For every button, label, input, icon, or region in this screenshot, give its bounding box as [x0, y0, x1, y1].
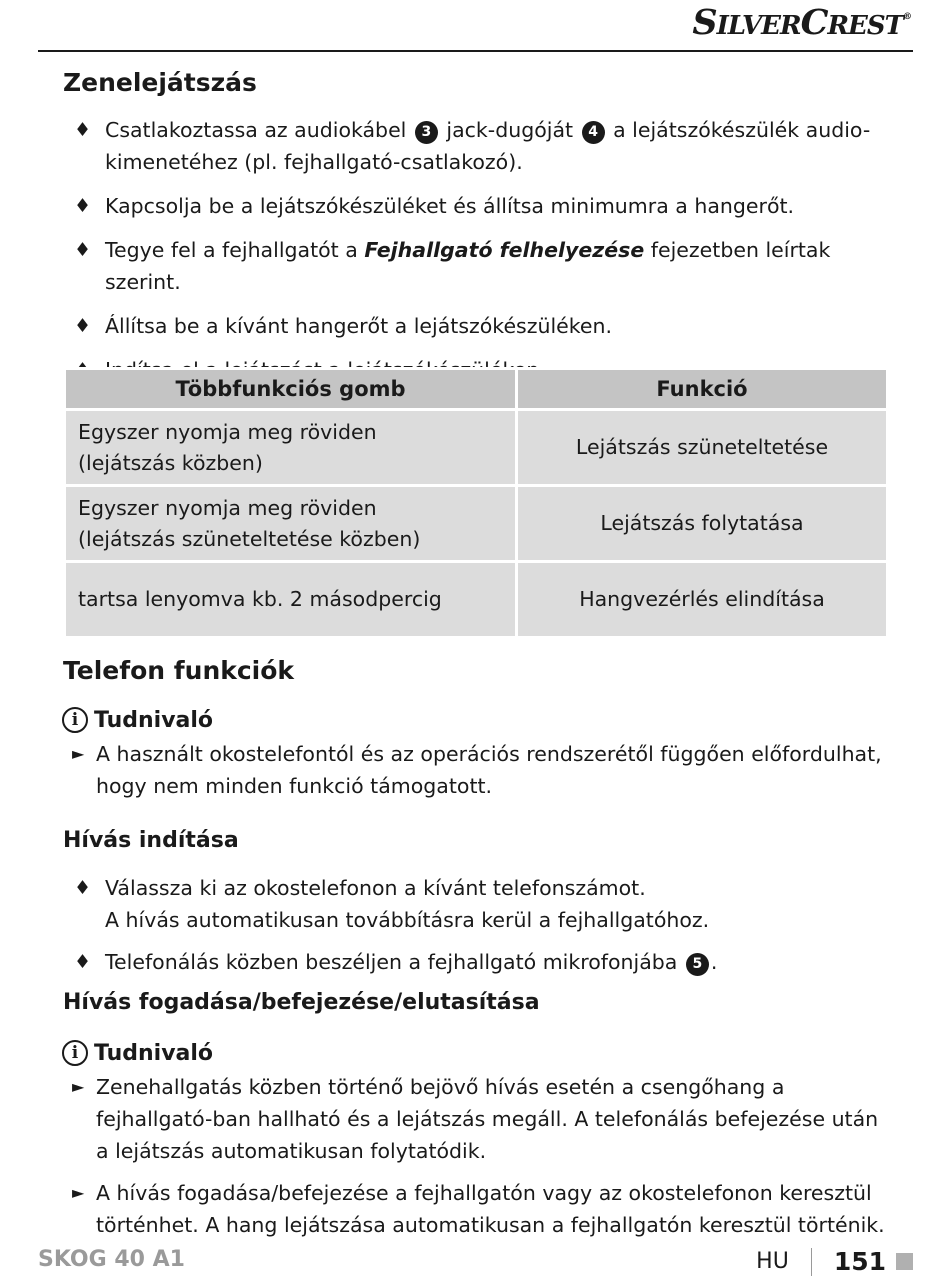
button-action-cell: tartsa lenyomva kb. 2 másodpercig	[65, 562, 517, 638]
model-name: SKOG 40 A1	[38, 1247, 185, 1272]
list-item: ♦ Állítsa be a kívánt hangerőt a lejátszókészüléken.	[74, 310, 894, 342]
diamond-bullet-icon: ♦	[74, 195, 92, 217]
table-header-row	[65, 369, 888, 410]
chapter-reference: Fejhallgató felhelyezése	[364, 238, 645, 262]
ref-number-5: 5	[686, 953, 709, 976]
list-item: ♦ Válassza ki az okostelefonon a kívánt telefonszámot. A hívás automatikusan továbbításra kerül a fejhallgatóhoz.	[74, 872, 894, 936]
function-cell: Hangvezérlés elindítása	[517, 562, 888, 638]
music-steps-list	[74, 114, 894, 398]
arrow-bullet-icon: ►	[72, 1183, 85, 1202]
ref-number-4: 4	[582, 121, 605, 144]
page-header	[38, 0, 913, 52]
function-cell: Lejátszás folytatása	[517, 486, 888, 562]
table-row	[65, 562, 888, 638]
arrow-bullet-icon: ►	[72, 744, 85, 763]
note-list	[72, 738, 892, 812]
list-item: ► A hívás fogadása/befejezése a fejhallgatón vagy az okostelefonon keresztül történhet. A hang lejátszása automatikusan a fejhallgatón keresztül történik.	[72, 1177, 892, 1241]
page-footer	[756, 1247, 913, 1276]
note-heading: i Tudnivaló	[62, 1040, 213, 1066]
button-action-cell: Egyszer nyomja meg röviden (lejátszás szüneteltetése közben)	[65, 486, 517, 562]
language-code: HU	[756, 1249, 789, 1274]
diamond-bullet-icon: ♦	[74, 315, 92, 337]
list-item: ♦ Csatlakoztassa az audiokábel 3 jack-dugóját 4 a lejátszókészülék audio-kimenetéhez (pl. fejhallgató-csatlakozó).	[74, 114, 894, 178]
diamond-bullet-icon: ♦	[74, 239, 92, 261]
list-item: ► A használt okostelefontól és az operációs rendszerétől függően előfordulhat, hogy nem minden funkció támogatott.	[72, 738, 892, 802]
note-heading: i Tudnivaló	[62, 707, 213, 733]
info-icon: i	[62, 707, 88, 733]
page-number: 151	[833, 1247, 886, 1276]
section-title-start-call: Hívás indítása	[63, 828, 239, 853]
call-steps-list	[74, 872, 894, 990]
list-item: ♦ Kapcsolja be a lejátszókészüléket és állítsa minimumra a hangerőt.	[74, 190, 894, 222]
function-cell: Lejátszás szüneteltetése	[517, 410, 888, 486]
info-icon: i	[62, 1040, 88, 1066]
diamond-bullet-icon: ♦	[74, 951, 92, 973]
section-title-phone: Telefon funkciók	[63, 656, 295, 685]
brand-logo: SILVERCREST®	[692, 2, 911, 43]
multifunction-button-table	[63, 367, 889, 639]
diamond-bullet-icon: ♦	[74, 119, 92, 141]
table-row	[65, 410, 888, 486]
column-header-button: Többfunkciós gomb	[65, 369, 517, 410]
list-item: ► Zenehallgatás közben történő bejövő hívás esetén a csengőhang a fejhallgató-ban hallható és a lejátszás megáll. A telefonálás befejezése után a lejátszás automatikusan folytatódik.	[72, 1071, 892, 1167]
button-action-cell: Egyszer nyomja meg röviden (lejátszás közben)	[65, 410, 517, 486]
list-item: ♦ Telefonálás közben beszéljen a fejhallgató mikrofonjába 5 .	[74, 946, 894, 978]
note-list	[72, 1071, 892, 1251]
section-title-music: Zenelejátszás	[63, 68, 257, 97]
section-title-receive-call: Hívás fogadása/befejezése/elutasítása	[63, 990, 540, 1015]
column-header-function: Funkció	[517, 369, 888, 410]
table-row	[65, 486, 888, 562]
footer-divider	[811, 1248, 812, 1276]
list-item: ♦ Tegye fel a fejhallgatót a Fejhallgató felhelyezése fejezetben leírtak szerint.	[74, 234, 894, 298]
arrow-bullet-icon: ►	[72, 1077, 85, 1096]
diamond-bullet-icon: ♦	[74, 877, 92, 899]
ref-number-3: 3	[415, 121, 438, 144]
square-marker-icon	[896, 1253, 913, 1270]
